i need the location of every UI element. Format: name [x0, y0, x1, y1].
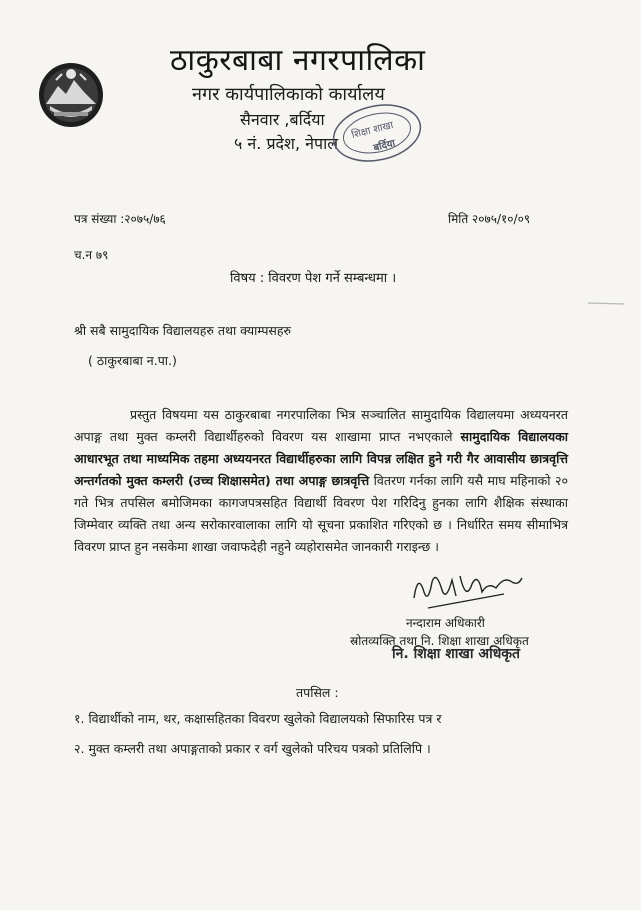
- recipient-municipality: ( ठाकुरबाबा न.पा.): [88, 353, 177, 368]
- dispatch-number: च.न ७९: [74, 248, 109, 262]
- letter-number: पत्र संख्या :२०७५/७६: [74, 212, 166, 226]
- annex-item-2: २. मुक्त कम्लरी तथा अपाङ्गताको प्रकार र वर्ग खुलेको परिचय पत्रको प्रतिलिपि ।: [74, 741, 431, 756]
- signatory-title: स्रोतव्यक्ति तथा नि. शिक्षा शाखा अधिकृत: [350, 634, 529, 648]
- signatory-name: नन्दाराम अधिकारी: [406, 616, 485, 630]
- office-name: नगर कार्यपालिकाको कार्यालय: [192, 84, 385, 105]
- subject-line: विषय : विवरण पेश गर्ने सम्बन्धमा ।: [230, 271, 397, 286]
- stamp-text-line2: बर्दिया: [372, 138, 397, 155]
- nepal-emblem-logo-icon: [36, 60, 106, 130]
- body-text-intro: प्रस्तुत विषयमा यस ठाकुरबाबा नगरपालिका भित्र सञ्चालित सामुदायिक विद्यालयमा अध्ययनरत अपाङ्ग तथा मुक्त कम्लरी विद्यार्थीहरुको विवरण यस शाखामा प्राप्त नभएकाले: [74, 407, 568, 444]
- annex-item-1: १. विद्यार्थीको नाम, थर, कक्षासहितका विवरण खुलेको विद्यालयको सिफारिस पत्र र: [74, 711, 442, 726]
- body-paragraph: [74, 404, 568, 558]
- letter-date: मिति २०७५/१०/०९: [448, 212, 531, 226]
- body-text-bold: सामुदायिक विद्यालयका आधारभूत तथा माध्यमिक तहमा अध्ययनरत विद्यार्थीहरुका लागि विपन्न लक्षित हुने गरी गैर आवासीय छात्रवृत्ति अन्तर्गतको मुक्त कम्लरी (उच्च शिक्षासमेत) तथा अपाङ्ग छात्रवृत्ति: [74, 429, 569, 488]
- office-stamp: [330, 102, 425, 164]
- signature-mark: [408, 562, 528, 614]
- body-text-rest: वितरण गर्नका लागि यसै माघ महिनाको २० गते भित्र तपसिल बमोजिमका कागजपत्रसहित विद्यार्थी विवरण पेश गरिदिनु हुनका लागि शैक्षिक संस्थाका जिम्मेवार व्यक्ति तथा अन्य सरोकारवालाका लागि यो सूचना प्रकाशित गरिएको छ । निर्धारित समय सीमाभित्र विवरण प्राप्त हुन नसकेमा शाखा जवाफदेही नहुने व्यहोरासमेत जानकारी गराइन्छ ।: [74, 473, 568, 554]
- designation-stamp: नि. शिक्षा शाखा अधिकृत: [392, 646, 521, 662]
- office-location: सैनवार ,बर्दिया: [240, 110, 325, 129]
- office-province: ५ नं. प्रदेश, नेपाल: [234, 134, 339, 153]
- stamp-text-line1: शिक्षा शाखा: [350, 120, 395, 141]
- scan-speck: [586, 300, 626, 306]
- recipient-line: श्री सबै सामुदायिक विद्यालयहरु तथा क्याम्पसहरु: [74, 323, 291, 338]
- municipality-title: ठाकुरबाबा नगरपालिका: [170, 43, 426, 78]
- annex-heading: तपसिल :: [296, 685, 339, 700]
